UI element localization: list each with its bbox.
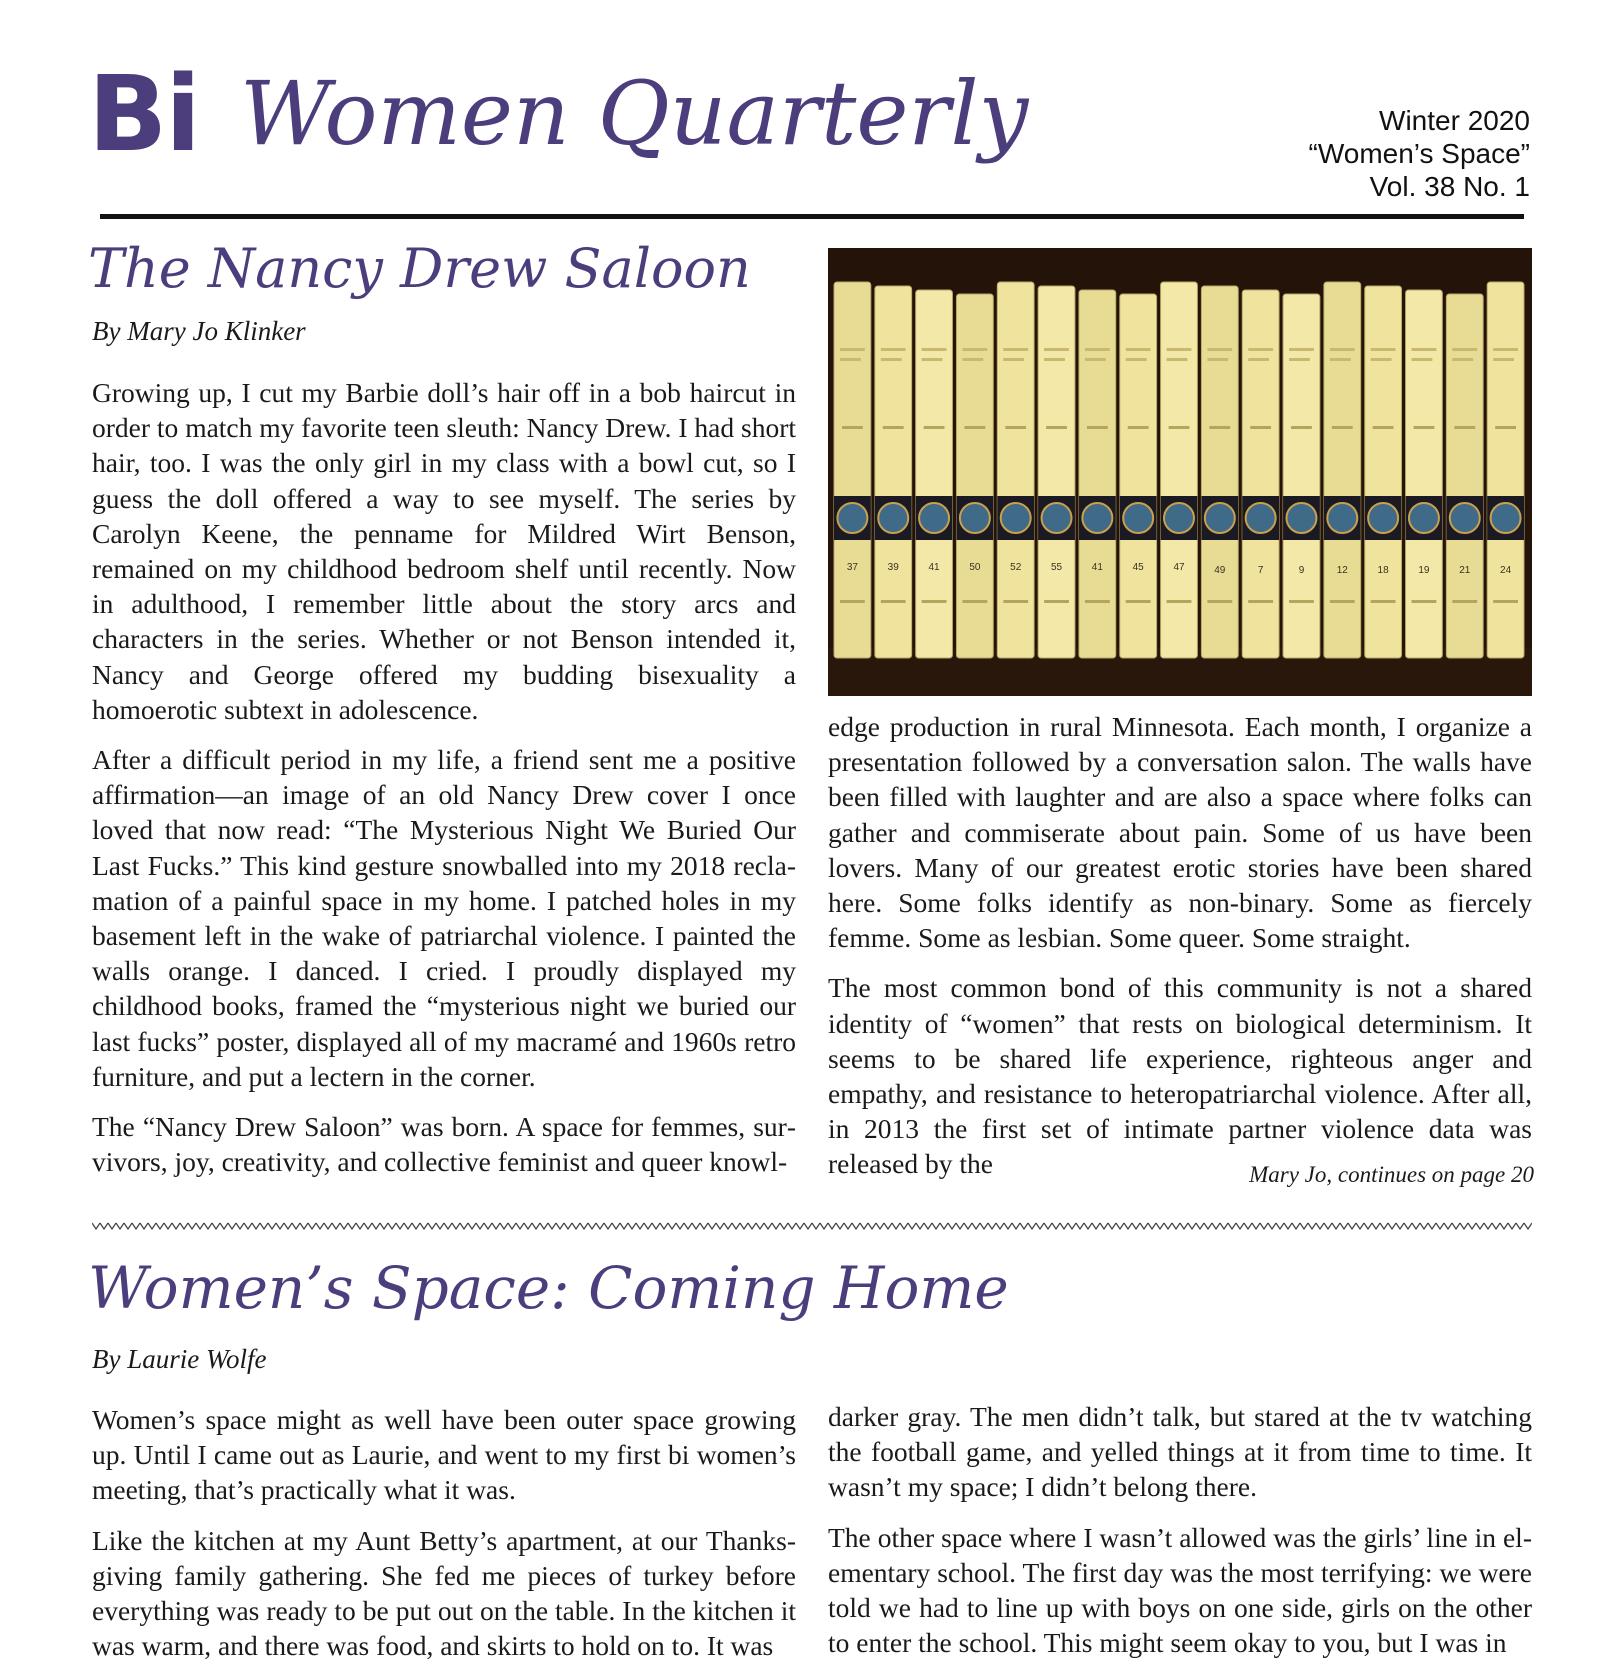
- spine-title-line: [1126, 358, 1147, 361]
- spine-publisher-line: [1167, 600, 1192, 603]
- issue-volume: Vol. 38 No. 1: [1369, 171, 1530, 202]
- bookshelf-illustration: [828, 248, 1532, 696]
- paragraph: Women’s space might as well have been outer space growing up. Until I came out as Laurie, and went to my first bi women’s meeting, that’s practically what it was.: [92, 1404, 796, 1506]
- issue-info: [1309, 104, 1531, 203]
- masthead-title: Women Quarterly: [240, 62, 1029, 165]
- spine-title-line: [1248, 358, 1269, 361]
- spine-title-line: [1248, 348, 1273, 351]
- spine-publisher-line: [1085, 600, 1110, 603]
- spine-number: 41: [928, 562, 940, 573]
- spine-portrait-icon: [919, 503, 949, 533]
- spine-title-line: [962, 358, 983, 361]
- spine-author-line: [1414, 426, 1435, 429]
- paragraph: Like the kitchen at my Aunt Betty’s apartment, at our Thanksgiving family gathering. She fed me pieces of turkey before everything was ready to be put out on the table. In the kitchen it was warm, and there was food, and skirts to hold on to. It was: [92, 1524, 796, 1662]
- spine-title-line: [1003, 348, 1028, 351]
- spine-portrait-icon: [1246, 503, 1276, 533]
- spine-author-line: [842, 426, 863, 429]
- spine-publisher-line: [1248, 600, 1273, 603]
- spine-publisher-line: [1452, 600, 1477, 603]
- spine-title-line: [1412, 348, 1437, 351]
- spine-title-line: [922, 348, 947, 351]
- spine-title-line: [922, 358, 943, 361]
- spine-title-line: [1044, 348, 1069, 351]
- spine-portrait-icon: [1164, 503, 1194, 533]
- spine-title-line: [1289, 358, 1310, 361]
- spine-title-line: [1085, 348, 1110, 351]
- spine-portrait-icon: [1042, 503, 1072, 533]
- spine-title-line: [1371, 348, 1396, 351]
- paragraph: darker gray. The men didn’t talk, but stared at the tv watching the football game, and yelled things at it from time to time. It wasn’t my space; I didn’t belong there.: [828, 1401, 1532, 1503]
- spine-number: 52: [1010, 562, 1022, 573]
- spine-author-line: [1250, 426, 1271, 429]
- paragraph: The other space where I wasn’t allowed was the girls’ line in elementary school. The first day was the most terrifying: we were told we had to line up with boys on one side, girls on the other to enter the school. This might seem okay to you, but I was in: [828, 1521, 1532, 1659]
- spine-title-line: [1167, 358, 1188, 361]
- spine-number: 18: [1377, 565, 1389, 576]
- spine-number: 50: [969, 562, 981, 573]
- spine-number: 24: [1500, 565, 1512, 576]
- spine-title-line: [1371, 358, 1392, 361]
- spine-author-line: [1291, 426, 1312, 429]
- spine-portrait-icon: [878, 503, 908, 533]
- spine-title-line: [1330, 348, 1355, 351]
- spine-title-line: [1452, 348, 1477, 351]
- spine-author-line: [1087, 426, 1108, 429]
- spine-author-line: [1209, 426, 1230, 429]
- spine-publisher-line: [1371, 600, 1396, 603]
- spine-author-line: [1169, 426, 1190, 429]
- continued-note: Mary Jo, continues on page 20: [1249, 1162, 1534, 1187]
- spine-author-line: [1454, 426, 1475, 429]
- spine-author-line: [1128, 426, 1149, 429]
- paragraph: The “Nancy Drew Saloon” was born. A space for femmes, survivors, joy, creativity, and collective feminist and queer knowl-: [92, 1111, 796, 1178]
- spine-title-line: [1085, 358, 1106, 361]
- paragraph: After a difficult period in my life, a friend sent me a positive affirmation—an image of an old Nancy Drew cover I once loved that now read: “The Mysterious Night We Buried Our Last Fucks.” This kind gesture snowballed into my 2018 reclamation of a painful space in my home. I patched holes in my basement left in the wake of patriarchal violence. I painted the walls orange. I danced. I cried. I proudly displayed my childhood books, framed the “mysterious night we buried our last fucks” poster, displayed all of my macramé and 1960s retro furniture, and put a lectern in the corner.: [92, 744, 796, 1092]
- spine-author-line: [964, 426, 985, 429]
- spine-title-line: [1167, 348, 1192, 351]
- spine-portrait-icon: [1450, 503, 1480, 533]
- spine-number: 55: [1050, 562, 1063, 573]
- spine-publisher-line: [1126, 600, 1151, 603]
- spine-portrait-icon: [1001, 503, 1031, 533]
- spine-author-line: [1046, 426, 1067, 429]
- spine-title-line: [1207, 358, 1228, 361]
- spine-portrait-icon: [1123, 503, 1153, 533]
- spine-author-line: [1332, 426, 1353, 429]
- spine-number: 9: [1298, 565, 1305, 576]
- issue-theme: “Women’s Space”: [1308, 138, 1530, 169]
- spine-publisher-line: [1003, 600, 1028, 603]
- spine-portrait-icon: [837, 503, 867, 533]
- spine-title-line: [881, 358, 902, 361]
- article-byline: By Laurie Wolfe: [92, 1344, 267, 1374]
- spine-number: 45: [1132, 562, 1144, 573]
- issue-season: Winter 2020: [1379, 105, 1530, 136]
- spine-portrait-icon: [1082, 503, 1112, 533]
- article-byline: By Mary Jo Klinker: [92, 316, 306, 346]
- article-column-left: [92, 375, 796, 1194]
- masthead-rule: [100, 214, 1524, 219]
- spine-author-line: [1373, 426, 1394, 429]
- spine-portrait-icon: [1409, 503, 1439, 533]
- spine-title-line: [1493, 358, 1514, 361]
- paragraph: Growing up, I cut my Barbie doll’s hair off in a bob haircut in order to match my favorite teen sleuth: Nancy Drew. I had short hair, too. I was the only girl in my class with a bowl cut, so I guess the doll offered a way to see myself. The series by Carolyn Keene, the penname for Mildred Wirt Benson, remained on my childhood bedroom shelf until recently. Now in adulthood, I remember little about the story arcs and characters in the series. Whether or not Benson intended it, Nancy and George offered my budding bisexuality a homoerotic subtext in adolescence.: [92, 377, 796, 725]
- spine-number: 49: [1214, 565, 1226, 576]
- spine-title-line: [962, 348, 987, 351]
- spine-title-line: [881, 348, 906, 351]
- spine-number: 41: [1091, 562, 1103, 573]
- article-column-right: [828, 1399, 1532, 1675]
- spine-title-line: [1330, 358, 1351, 361]
- spine-portrait-icon: [1205, 503, 1235, 533]
- paragraph: The most common bond of this community is not a shared identity of “women” that rests on biological determinism. It seems to be shared life experience, righteous anger and empathy, and resistance to heteropatriarchal violence. After all, in 2013 the first set of intimate partner violence data was released by the: [828, 972, 1532, 1180]
- spine-author-line: [1495, 426, 1516, 429]
- spine-number: 37: [846, 562, 858, 573]
- spine-author-line: [924, 426, 945, 429]
- spine-publisher-line: [1207, 600, 1232, 603]
- spine-title-line: [840, 348, 865, 351]
- spine-publisher-line: [840, 600, 865, 603]
- spine-title-line: [1493, 348, 1518, 351]
- spine-publisher-line: [962, 600, 987, 603]
- spine-title-line: [1207, 348, 1232, 351]
- spine-publisher-line: [1289, 600, 1314, 603]
- spine-number: 39: [887, 562, 899, 573]
- spine-number: 21: [1459, 565, 1471, 576]
- spine-portrait-icon: [1286, 503, 1316, 533]
- spine-author-line: [883, 426, 904, 429]
- spine-title-line: [1289, 348, 1314, 351]
- masthead-bi-logo: Bi: [88, 53, 199, 175]
- article-headline: The Nancy Drew Saloon: [88, 237, 751, 300]
- spine-portrait-icon: [1491, 503, 1521, 533]
- bookshelf-photo: [828, 248, 1532, 696]
- spine-publisher-line: [881, 600, 906, 603]
- spine-publisher-line: [922, 600, 947, 603]
- spine-publisher-line: [1493, 600, 1518, 603]
- spine-portrait-icon: [1368, 503, 1398, 533]
- spine-number: 47: [1173, 562, 1185, 573]
- spine-portrait-icon: [1327, 503, 1357, 533]
- article-column-left: [92, 1402, 796, 1678]
- article-headline: Women’s Space: Coming Home: [88, 1254, 1009, 1322]
- spine-title-line: [1003, 358, 1024, 361]
- spine-publisher-line: [1412, 600, 1437, 603]
- spine-title-line: [1044, 358, 1065, 361]
- spine-title-line: [840, 358, 861, 361]
- paragraph: edge production in rural Minnesota. Each month, I organize a presentation followed by a conversation salon. The walls have been filled with laughter and are also a space where folks can gather and commiserate about pain. Some of us have been lovers. Many of our greatest erotic stories have been shared here. Some folks identify as non-binary. Some as fiercely femme. Some as lesbian. Some queer. Some straight.: [828, 711, 1532, 954]
- spine-number: 19: [1418, 565, 1430, 576]
- spine-number: 7: [1257, 565, 1264, 576]
- spine-portrait-icon: [960, 503, 990, 533]
- spine-title-line: [1126, 348, 1151, 351]
- spine-number: 12: [1336, 565, 1348, 576]
- spine-title-line: [1412, 358, 1433, 361]
- zigzag-divider: [92, 1219, 1532, 1233]
- spine-publisher-line: [1044, 600, 1069, 603]
- article-column-right: [828, 709, 1532, 1197]
- spine-title-line: [1452, 358, 1473, 361]
- spine-publisher-line: [1330, 600, 1355, 603]
- spine-author-line: [1005, 426, 1026, 429]
